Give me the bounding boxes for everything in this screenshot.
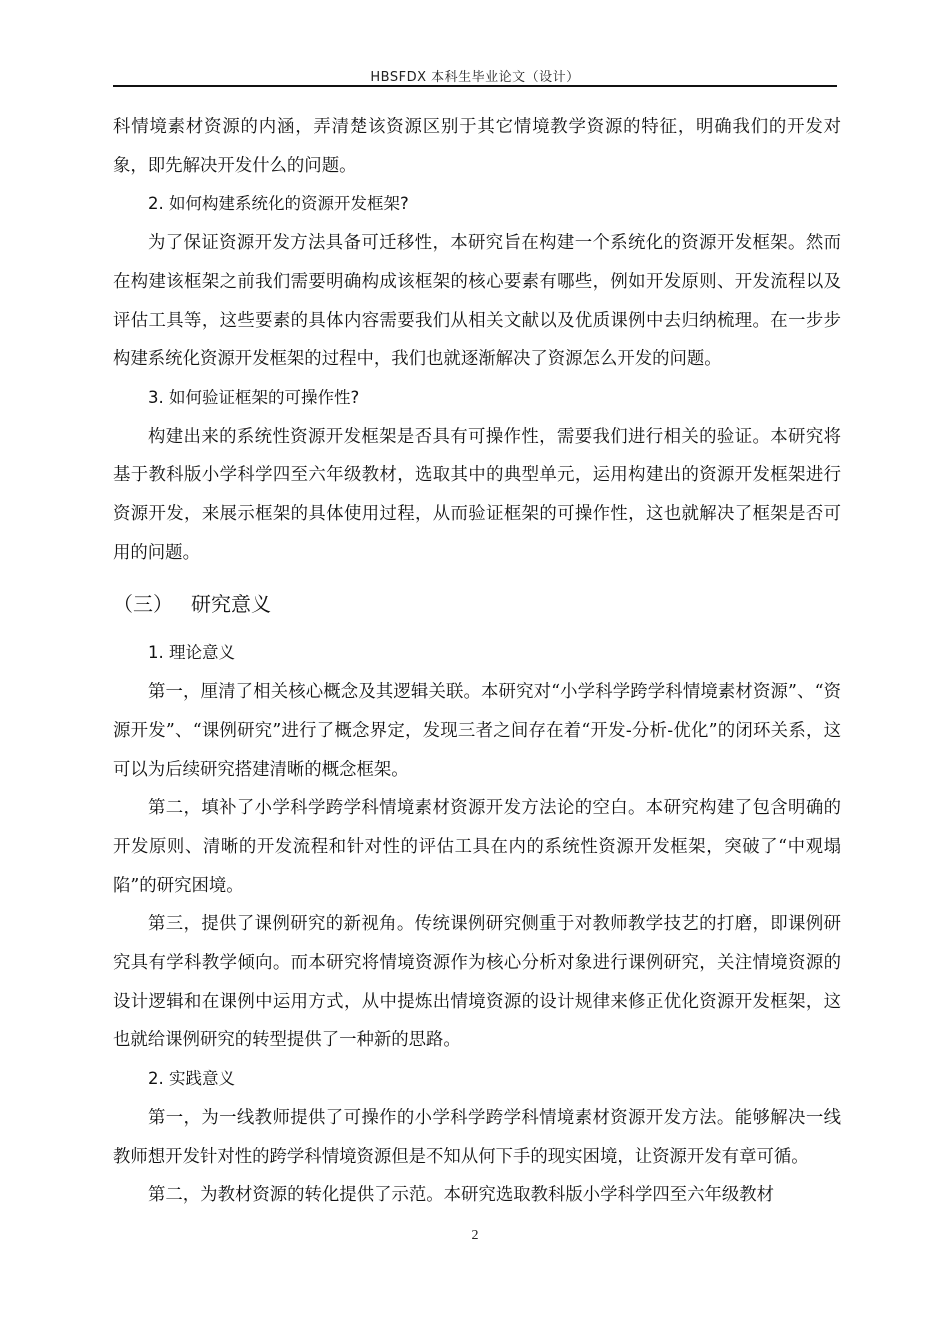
subheading: 3. 如何验证框架的可操作性? [148,387,360,407]
section-title: 研究意义 [191,592,271,617]
subheading: 2. 如何构建系统化的资源开发框架? [148,194,409,214]
paragraph: 第三，提供了课例研究的新视角。传统课例研究侧重于对教师教学技艺的打磨，即课例研究具有学科教学倾向。而本研究将情境资源作为核心分析对象进行课例研究，关注情境资源的设计逻辑和在课例中运用方式，从中提炼出情境资源的设计规律来修正优化资源开发框架，这也就给课例研究的转型提供了一种新的思路。 [113,914,841,1051]
paragraph: 科情境素材资源的内涵，弄清楚该资源区别于其它情境教学资源的特征，明确我们的开发对象，即先解决开发什么的问题。 [113,117,841,176]
header-rule [113,85,837,87]
body-text [113,108,841,1215]
page-header: HBSFDX 本科生毕业论文（设计） [370,70,580,85]
paragraph: 第一，为一线教师提供了可操作的小学科学跨学科情境素材资源开发方法。能够解决一线教师想开发针对性的跨学科情境资源但是不知从何下手的现实困境，让资源开发有章可循。 [113,1107,841,1167]
paragraph: 第二，填补了小学科学跨学科情境素材资源开发方法论的空白。本研究构建了包含明确的开发原则、清晰的开发流程和针对性的评估工具在内的系统性资源开发框架，突破了“中观塌陷”的研究困境。 [113,798,841,896]
section-number: （三） [113,592,173,617]
paragraph: 第二，为教材资源的转化提供了示范。本研究选取教科版小学科学四至六年级教材 [148,1185,775,1206]
section-heading [113,592,841,616]
paragraph: 为了保证资源开发方法具备可迁移性，本研究旨在构建一个系统化的资源开发框架。然而在构建该框架之前我们需要明确构成该框架的核心要素有哪些，例如开发原则、开发流程以及评估工具等，这些要素的具体内容需要我们从相关文献以及优质课例中去归纳梳理。在一步步构建系统化资源开发框架的过程中，我们也就逐渐解决了资源怎么开发的问题。 [113,233,841,370]
subheading: 2. 实践意义 [148,1069,235,1089]
page-number: 2 [471,1228,479,1243]
paragraph: 构建出来的系统性资源开发框架是否具有可操作性，需要我们进行相关的验证。本研究将基于教科版小学科学四至六年级教材，选取其中的典型单元，运用构建出的资源开发框架进行资源开发，来展示框架的具体使用过程，从而验证框架的可操作性，这也就解决了框架是否可用的问题。 [113,426,841,563]
paragraph: 第一，厘清了相关核心概念及其逻辑关联。本研究对“小学科学跨学科情境素材资源”、“资源开发”、“课例研究”进行了概念界定，发现三者之间存在着“开发-分析-优化”的闭环关系，这可以为后续研究搭建清晰的概念框架。 [113,682,841,780]
subheading: 1. 理论意义 [148,643,235,663]
